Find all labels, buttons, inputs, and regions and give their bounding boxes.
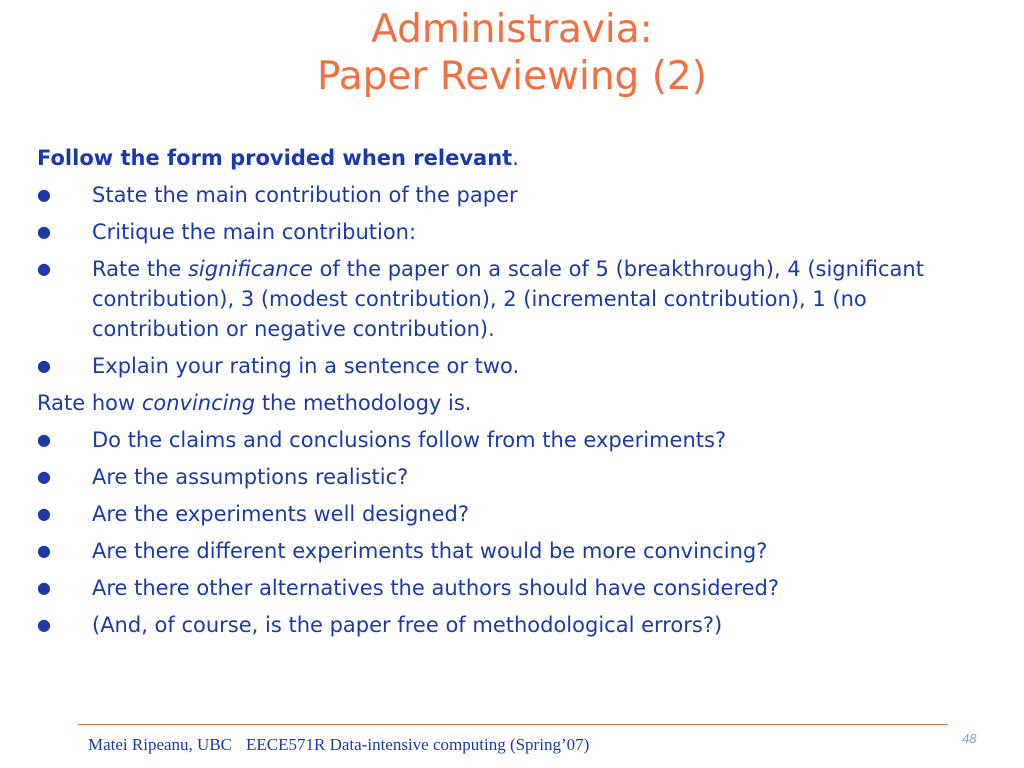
list-item-experiments-design bbox=[37, 499, 987, 529]
significance-emphasis: significance bbox=[187, 257, 313, 281]
page-number: 48 bbox=[962, 731, 977, 746]
list-item-claims bbox=[37, 425, 987, 455]
bullet-icon: ● bbox=[37, 222, 51, 241]
convincing-emphasis: convincing bbox=[141, 391, 256, 415]
list-item-main-contribution bbox=[37, 180, 987, 210]
bullet-icon: ● bbox=[37, 259, 51, 278]
subhead-text-start: Rate how bbox=[37, 391, 142, 415]
list-item-explain-rating bbox=[37, 351, 987, 381]
list-item-text: Are the experiments well designed? bbox=[92, 502, 470, 526]
list-item-text: Are the assumptions realistic? bbox=[92, 465, 409, 489]
bullet-icon: ● bbox=[37, 356, 51, 375]
slide-title-line-1: Administravia: bbox=[371, 7, 653, 52]
footer bbox=[88, 735, 589, 755]
slide-title-line-2: Paper Reviewing (2) bbox=[317, 54, 707, 99]
bullet-icon: ● bbox=[37, 185, 51, 204]
list-item-text: Are there other alternatives the authors should have considered? bbox=[92, 576, 780, 600]
list-item-rate-significance bbox=[37, 254, 987, 344]
list-item-text: (And, of course, is the paper free of methodological errors?) bbox=[92, 613, 723, 637]
bullet-icon: ● bbox=[37, 578, 51, 597]
footer-author: Matei Ripeanu, UBC bbox=[88, 735, 233, 754]
slide-body bbox=[37, 143, 987, 647]
bullet-icon: ● bbox=[37, 504, 51, 523]
intro-period: . bbox=[512, 146, 519, 170]
list-item-alternatives bbox=[37, 573, 987, 603]
list-item-text: State the main contribution of the paper bbox=[92, 183, 518, 207]
list-item-assumptions bbox=[37, 462, 987, 492]
list-item-text: Do the claims and conclusions follow from the experiments? bbox=[92, 428, 727, 452]
list-item-critique bbox=[37, 217, 987, 247]
bullet-icon: ● bbox=[37, 430, 51, 449]
slide-title bbox=[0, 6, 1024, 100]
list-item-text: Explain your rating in a sentence or two. bbox=[92, 354, 520, 378]
bullet-icon: ● bbox=[37, 615, 51, 634]
subhead-line bbox=[37, 388, 987, 418]
footer-course: EECE571R Data-intensive computing (Spring’07) bbox=[246, 735, 590, 754]
list-item-text: Critique the main contribution: bbox=[92, 220, 417, 244]
subhead-text-end: the methodology is. bbox=[255, 391, 472, 415]
list-item-different-experiments bbox=[37, 536, 987, 566]
list-item-text: Are there different experiments that would be more convincing? bbox=[92, 539, 768, 563]
bullet-icon: ● bbox=[37, 467, 51, 486]
footer-divider bbox=[78, 724, 948, 725]
intro-bold-text: Follow the form provided when relevant bbox=[37, 146, 513, 170]
list-item-text-start: Rate the bbox=[92, 257, 188, 281]
intro-line bbox=[37, 143, 987, 173]
bullet-icon: ● bbox=[37, 541, 51, 560]
list-item-text-end: of the paper on a scale of 5 (breakthrough), 4 (significant contribution), 3 (modest contribution), 2 (incremental contribution), 1 (no contribution or negative contribution). bbox=[92, 257, 924, 341]
list-item-methodological-errors bbox=[37, 610, 987, 640]
